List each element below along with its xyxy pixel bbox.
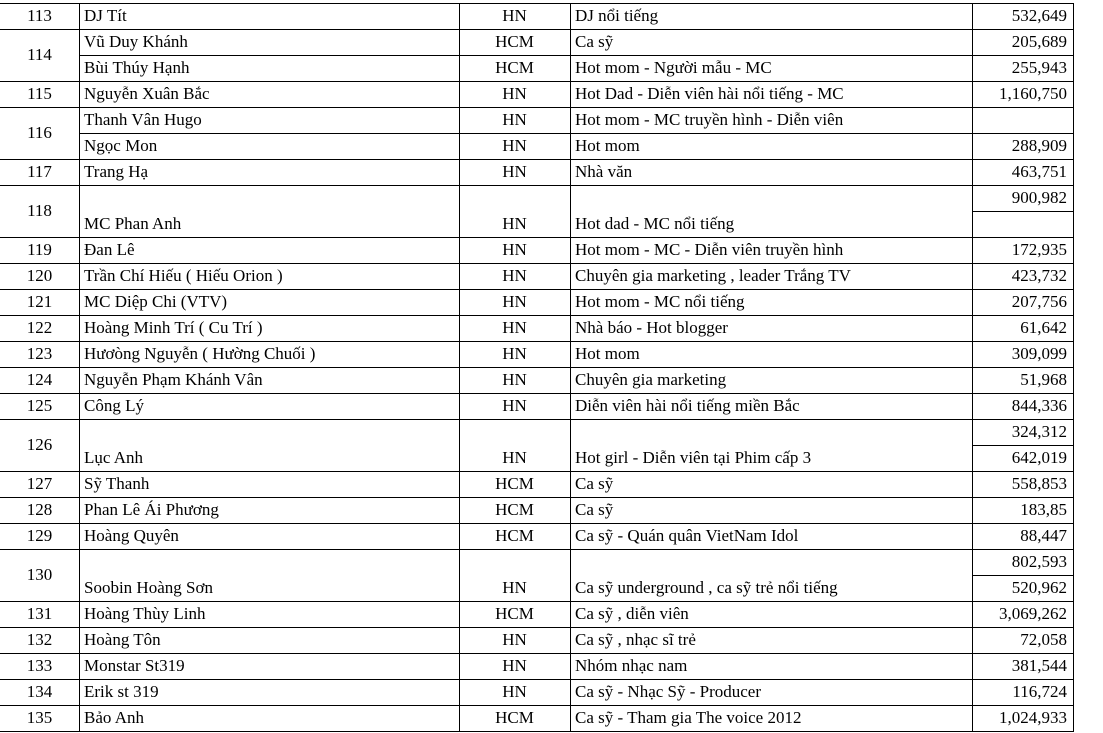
description-cell[interactable]: DJ nổi tiếng: [575, 6, 659, 25]
city-cell[interactable]: HN: [502, 214, 527, 233]
name-cell[interactable]: MC Diệp Chi (VTV): [84, 292, 228, 311]
grid-line: [0, 263, 1073, 264]
followers-cell[interactable]: 558,853: [1011, 474, 1067, 493]
name-cell[interactable]: Hươòng Nguyễn ( Hường Chuối ): [84, 344, 316, 363]
followers-cell[interactable]: 207,756: [1011, 292, 1067, 311]
grid-line: [0, 705, 1073, 706]
grid-line: [0, 81, 1073, 82]
name-cell[interactable]: Soobin Hoàng Sơn: [84, 578, 213, 597]
name-cell[interactable]: [84, 419, 457, 445]
followers-cell[interactable]: 3,069,262: [999, 604, 1067, 623]
row-number[interactable]: 113: [27, 6, 52, 25]
name-cell[interactable]: Hoàng Quyên: [84, 526, 179, 545]
grid-line: [972, 133, 1073, 134]
description-cell[interactable]: Ca sỹ - Tham gia The voice 2012: [575, 708, 802, 727]
grid-line: [0, 627, 1073, 628]
description-cell[interactable]: Nhà báo - Hot blogger: [575, 318, 728, 337]
city-cell[interactable]: HN: [502, 6, 527, 25]
row-number[interactable]: 131: [26, 604, 53, 623]
city-cell[interactable]: HN: [502, 318, 527, 337]
name-cell[interactable]: [84, 549, 457, 575]
description-cell[interactable]: Hot girl - Diễn viên tại Phim cấp 3: [575, 448, 812, 467]
city-cell[interactable]: HN: [502, 292, 527, 311]
grid-line: [0, 549, 1073, 550]
followers-cell[interactable]: 1,024,933: [999, 708, 1067, 727]
city-cell[interactable]: HN: [502, 162, 527, 181]
row-number[interactable]: 121: [26, 292, 53, 311]
grid-line: [79, 133, 972, 134]
city-cell[interactable]: [459, 185, 570, 211]
grid-line: [972, 575, 1073, 576]
followers-cell[interactable]: 642,019: [1011, 448, 1067, 467]
name-cell[interactable]: Trang Hạ: [84, 162, 149, 181]
grid-line: [0, 289, 1073, 290]
row-number[interactable]: 134: [26, 682, 53, 701]
city-cell[interactable]: HCM: [495, 500, 534, 519]
followers-cell[interactable]: 844,336: [1011, 396, 1067, 415]
city-cell[interactable]: HN: [502, 682, 527, 701]
followers-cell[interactable]: 802,593: [1011, 552, 1067, 571]
description-cell[interactable]: Chuyên gia marketing: [575, 370, 727, 389]
grid-line: [0, 3, 1073, 4]
description-cell[interactable]: Hot mom - MC truyền hình - Diễn viên: [575, 110, 844, 129]
name-cell[interactable]: Vũ Duy Khánh: [84, 32, 188, 51]
followers-cell[interactable]: 61,642: [1020, 318, 1067, 337]
name-cell[interactable]: DJ Tít: [84, 6, 127, 25]
city-cell[interactable]: HN: [502, 240, 527, 259]
row-number[interactable]: 117: [27, 162, 52, 181]
name-cell[interactable]: Ngọc Mon: [84, 136, 158, 155]
name-cell[interactable]: Trần Chí Hiếu ( Hiếu Orion ): [84, 266, 283, 285]
city-cell[interactable]: HCM: [495, 604, 534, 623]
grid-line: [0, 653, 1073, 654]
city-cell[interactable]: HN: [502, 396, 527, 415]
name-cell[interactable]: Thanh Vân Hugo: [84, 110, 202, 129]
description-cell[interactable]: [575, 185, 970, 211]
name-cell[interactable]: Hoàng Thùy Linh: [84, 604, 206, 623]
description-cell[interactable]: Ca sỹ: [575, 500, 614, 519]
description-cell[interactable]: Ca sỹ , diễn viên: [575, 604, 689, 623]
grid-line: [0, 237, 1073, 238]
name-cell[interactable]: Nguyễn Phạm Khánh Vân: [84, 370, 263, 389]
grid-line: [1073, 3, 1074, 732]
grid-line: [972, 3, 973, 732]
row-number[interactable]: 124: [26, 370, 53, 389]
grid-line: [0, 419, 1073, 420]
city-cell[interactable]: HN: [502, 448, 527, 467]
description-cell[interactable]: Hot mom: [575, 136, 640, 155]
followers-cell[interactable]: [974, 211, 1067, 237]
followers-cell[interactable]: 172,935: [1011, 240, 1067, 259]
grid-line: [0, 497, 1073, 498]
row-number[interactable]: 115: [27, 84, 52, 103]
name-cell[interactable]: Công Lý: [84, 396, 144, 415]
description-cell[interactable]: Nhà văn: [575, 162, 633, 181]
followers-cell[interactable]: 520,962: [1011, 578, 1067, 597]
row-number[interactable]: 125: [26, 396, 53, 415]
grid-line: [0, 393, 1073, 394]
followers-cell[interactable]: 900,982: [1011, 188, 1067, 207]
city-cell[interactable]: HN: [502, 266, 527, 285]
row-number[interactable]: 114: [27, 45, 52, 64]
description-cell[interactable]: [575, 549, 970, 575]
followers-cell[interactable]: 309,099: [1011, 344, 1067, 363]
description-cell[interactable]: Chuyên gia marketing , leader Trắng TV: [575, 266, 851, 285]
city-cell[interactable]: HN: [502, 136, 527, 155]
grid-line: [972, 445, 1073, 446]
followers-cell[interactable]: 205,689: [1011, 32, 1067, 51]
name-cell[interactable]: Phan Lê Ái Phương: [84, 500, 219, 519]
row-number[interactable]: 118: [27, 201, 52, 220]
followers-cell[interactable]: 88,447: [1020, 526, 1067, 545]
description-cell[interactable]: Ca sỹ - Nhạc Sỹ - Producer: [575, 682, 762, 701]
followers-cell[interactable]: 324,312: [1011, 422, 1067, 441]
description-cell[interactable]: Hot mom - MC - Diễn viên truyền hình: [575, 240, 844, 259]
grid-line: [0, 601, 1073, 602]
name-cell[interactable]: Hoàng Minh Trí ( Cu Trí ): [84, 318, 263, 337]
followers-cell[interactable]: 116,724: [1012, 682, 1067, 701]
description-cell[interactable]: Diễn viên hài nổi tiếng miền Bắc: [575, 396, 800, 415]
city-cell[interactable]: HN: [502, 630, 527, 649]
description-cell[interactable]: Hot Dad - Diễn viên hài nổi tiếng - MC: [575, 84, 844, 103]
description-cell[interactable]: Ca sỹ , nhạc sĩ trẻ: [575, 630, 696, 649]
grid-line: [0, 471, 1073, 472]
grid-line: [0, 315, 1073, 316]
city-cell[interactable]: HCM: [495, 708, 534, 727]
followers-cell[interactable]: 423,732: [1011, 266, 1067, 285]
city-cell[interactable]: HCM: [495, 526, 534, 545]
description-cell[interactable]: Hot mom: [575, 344, 640, 363]
followers-cell[interactable]: 255,943: [1011, 58, 1067, 77]
grid-line: [570, 3, 571, 732]
row-number[interactable]: 123: [26, 344, 53, 363]
row-number[interactable]: 120: [26, 266, 53, 285]
grid-line: [972, 211, 1073, 212]
followers-cell[interactable]: 381,544: [1011, 656, 1067, 675]
description-cell[interactable]: [575, 419, 970, 445]
city-cell[interactable]: HN: [502, 656, 527, 675]
row-number[interactable]: 127: [26, 474, 53, 493]
city-cell[interactable]: HN: [502, 344, 527, 363]
row-number[interactable]: 116: [27, 123, 52, 142]
name-cell[interactable]: MC Phan Anh: [84, 214, 182, 233]
row-number[interactable]: 126: [26, 435, 53, 454]
name-cell[interactable]: Đan Lê: [84, 240, 135, 259]
grid-line: [0, 29, 1073, 30]
city-cell[interactable]: [459, 549, 570, 575]
followers-cell[interactable]: 183,85: [1020, 500, 1067, 519]
grid-line: [972, 55, 1073, 56]
name-cell[interactable]: Hoàng Tôn: [84, 630, 161, 649]
description-cell[interactable]: Ca sỹ - Quán quân VietNam Idol: [575, 526, 799, 545]
grid-line: [79, 55, 972, 56]
description-cell[interactable]: Ca sỹ: [575, 32, 614, 51]
followers-cell[interactable]: 1,160,750: [999, 84, 1067, 103]
row-number[interactable]: 119: [27, 240, 52, 259]
description-cell[interactable]: Nhóm nhạc nam: [575, 656, 688, 675]
name-cell[interactable]: Nguyễn Xuân Bắc: [84, 84, 210, 103]
name-cell[interactable]: [84, 185, 457, 211]
followers-cell[interactable]: [974, 107, 1067, 133]
row-number[interactable]: 130: [26, 565, 53, 584]
followers-cell[interactable]: 532,649: [1011, 6, 1067, 25]
grid-line: [0, 185, 1073, 186]
followers-cell[interactable]: 463,751: [1011, 162, 1067, 181]
city-cell[interactable]: HCM: [495, 58, 534, 77]
grid-line: [0, 159, 1073, 160]
grid-line: [0, 367, 1073, 368]
row-number[interactable]: 135: [26, 708, 53, 727]
followers-cell[interactable]: 51,968: [1020, 370, 1067, 389]
city-cell[interactable]: HCM: [495, 32, 534, 51]
followers-cell[interactable]: 72,058: [1020, 630, 1067, 649]
city-cell[interactable]: [459, 419, 570, 445]
row-number[interactable]: 122: [26, 318, 53, 337]
description-cell[interactable]: Hot dad - MC nổi tiếng: [575, 214, 735, 233]
name-cell[interactable]: Sỹ Thanh: [84, 474, 150, 493]
city-cell[interactable]: HN: [502, 370, 527, 389]
grid-line: [0, 523, 1073, 524]
name-cell[interactable]: Bảo Anh: [84, 708, 144, 727]
row-number[interactable]: 129: [26, 526, 53, 545]
row-number[interactable]: 128: [26, 500, 53, 519]
grid-line: [459, 3, 460, 732]
grid-line: [0, 679, 1073, 680]
followers-cell[interactable]: 288,909: [1011, 136, 1067, 155]
name-cell[interactable]: Erik st 319: [84, 682, 159, 701]
description-cell[interactable]: Hot mom - Người mẫu - MC: [575, 58, 772, 77]
grid-line: [79, 3, 80, 732]
row-number[interactable]: 132: [26, 630, 53, 649]
city-cell[interactable]: HN: [502, 110, 527, 129]
row-number[interactable]: 133: [26, 656, 53, 675]
city-cell[interactable]: HCM: [495, 474, 534, 493]
grid-line: [0, 731, 1073, 732]
name-cell[interactable]: Lục Anh: [84, 448, 144, 467]
description-cell[interactable]: Ca sỹ: [575, 474, 614, 493]
grid-line: [0, 107, 1073, 108]
description-cell[interactable]: Ca sỹ underground , ca sỹ trẻ nổi tiếng: [575, 578, 838, 597]
description-cell[interactable]: Hot mom - MC nổi tiếng: [575, 292, 745, 311]
city-cell[interactable]: HN: [502, 578, 527, 597]
name-cell[interactable]: Monstar St319: [84, 656, 185, 675]
name-cell[interactable]: Bùi Thúy Hạnh: [84, 58, 190, 77]
grid-line: [0, 341, 1073, 342]
city-cell[interactable]: HN: [502, 84, 527, 103]
